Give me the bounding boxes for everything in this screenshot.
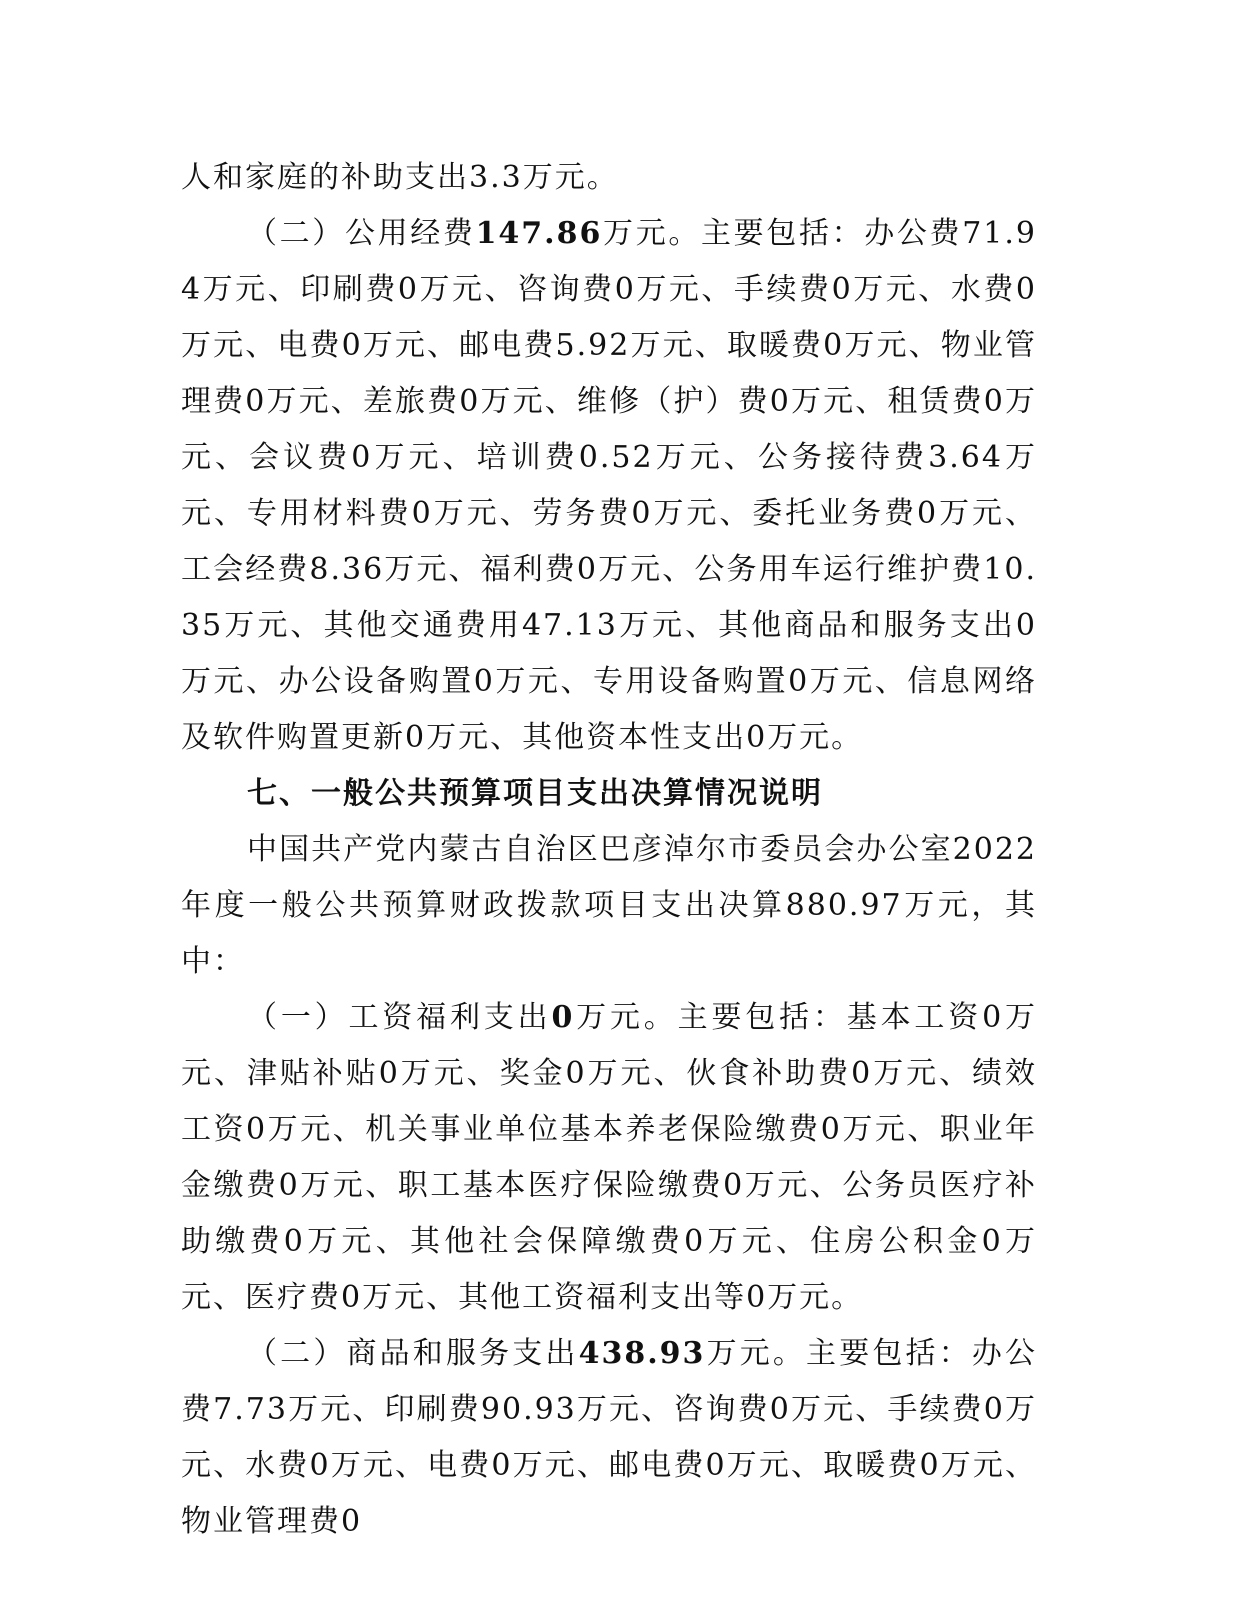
paragraph-continuation: 人和家庭的补助支出3.3万元。 [181,160,619,195]
salary-welfare-detail: 万元。主要包括：基本工资0万元、津贴补贴0万元、奖金0万元、伙食补助费0万元、绩效工资0万元、机关事业单位基本养老保险缴费0万元、职业年金缴费0万元、职工基本医疗保险缴费0万元、公务员医疗补助缴费0万元、其他社会保障缴费0万元、住房公积金0万元、医疗费0万元、其他工资福利支出等0万元。 [181,1000,1037,1315]
paragraph-project-summary: 中国共产党内蒙古自治区巴彦淖尔市委员会办公室2022年度一般公共预算财政拨款项目支出决算880.97万元，其中： [181,832,1037,979]
public-expenses-amount: 147.86 [475,216,603,251]
public-expenses-lead: （二）公用经费 [247,216,476,251]
paragraph-public-expenses [181,206,1037,766]
public-expenses-detail: 万元。主要包括：办公费71.94万元、印刷费0万元、咨询费0万元、手续费0万元、水费0万元、电费0万元、邮电费5.92万元、取暖费0万元、物业管理费0万元、差旅费0万元、维修（护）费0万元、租赁费0万元、会议费0万元、培训费0.52万元、公务接待费3.64万元、专用材料费0万元、劳务费0万元、委托业务费0万元、工会经费8.36万元、福利费0万元、公务用车运行维护费10.35万元、其他交通费用47.13万元、其他商品和服务支出0万元、办公设备购置0万元、专用设备购置0万元、信息网络及软件购置更新0万元、其他资本性支出0万元。 [181,216,1038,755]
salary-welfare-amount: 0 [551,1000,575,1035]
goods-services-detail: 万元。主要包括：办公费7.73万元、印刷费90.93万元、咨询费0万元、手续费0万元、水费0万元、电费0万元、邮电费0万元、取暖费0万元、物业管理费0 [181,1336,1038,1539]
section-heading: 七、一般公共预算项目支出决算情况说明 [247,776,823,811]
document-page [181,150,1037,1550]
paragraph-goods-services [181,1326,1037,1550]
goods-services-amount: 438.93 [578,1336,706,1371]
paragraph-salary-welfare [181,990,1037,1326]
goods-services-lead: （二）商品和服务支出 [247,1336,579,1371]
salary-welfare-lead: （一）工资福利支出 [247,1000,552,1035]
